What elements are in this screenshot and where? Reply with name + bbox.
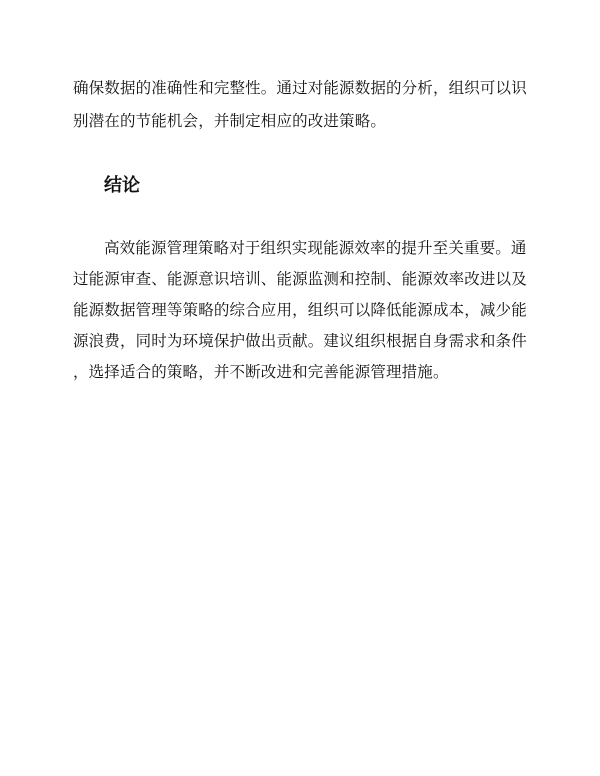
intro-paragraph-line-2: 别潜在的节能机会，并制定相应的改进策略。 xyxy=(73,112,387,130)
conclusion-heading: 结论 xyxy=(104,175,140,196)
conclusion-paragraph-line-2: 过能源审查、能源意识培训、能源监测和控制、能源效率改进以及 xyxy=(73,270,527,288)
conclusion-paragraph-line-1: 高效能源管理策略对于组织实现能源效率的提升至关重要。通 xyxy=(104,239,527,257)
intro-paragraph-line-1: 确保数据的准确性和完整性。通过对能源数据的分析，组织可以识 xyxy=(73,79,527,97)
conclusion-paragraph-line-4: 源浪费，同时为环境保护做出贡献。建议组织根据自身需求和条件 xyxy=(73,332,527,350)
conclusion-paragraph-line-3: 能源数据管理等策略的综合应用，组织可以降低能源成本，减少能 xyxy=(73,301,527,319)
conclusion-paragraph-line-5: ，选择适合的策略，并不断改进和完善能源管理措施。 xyxy=(73,363,449,381)
